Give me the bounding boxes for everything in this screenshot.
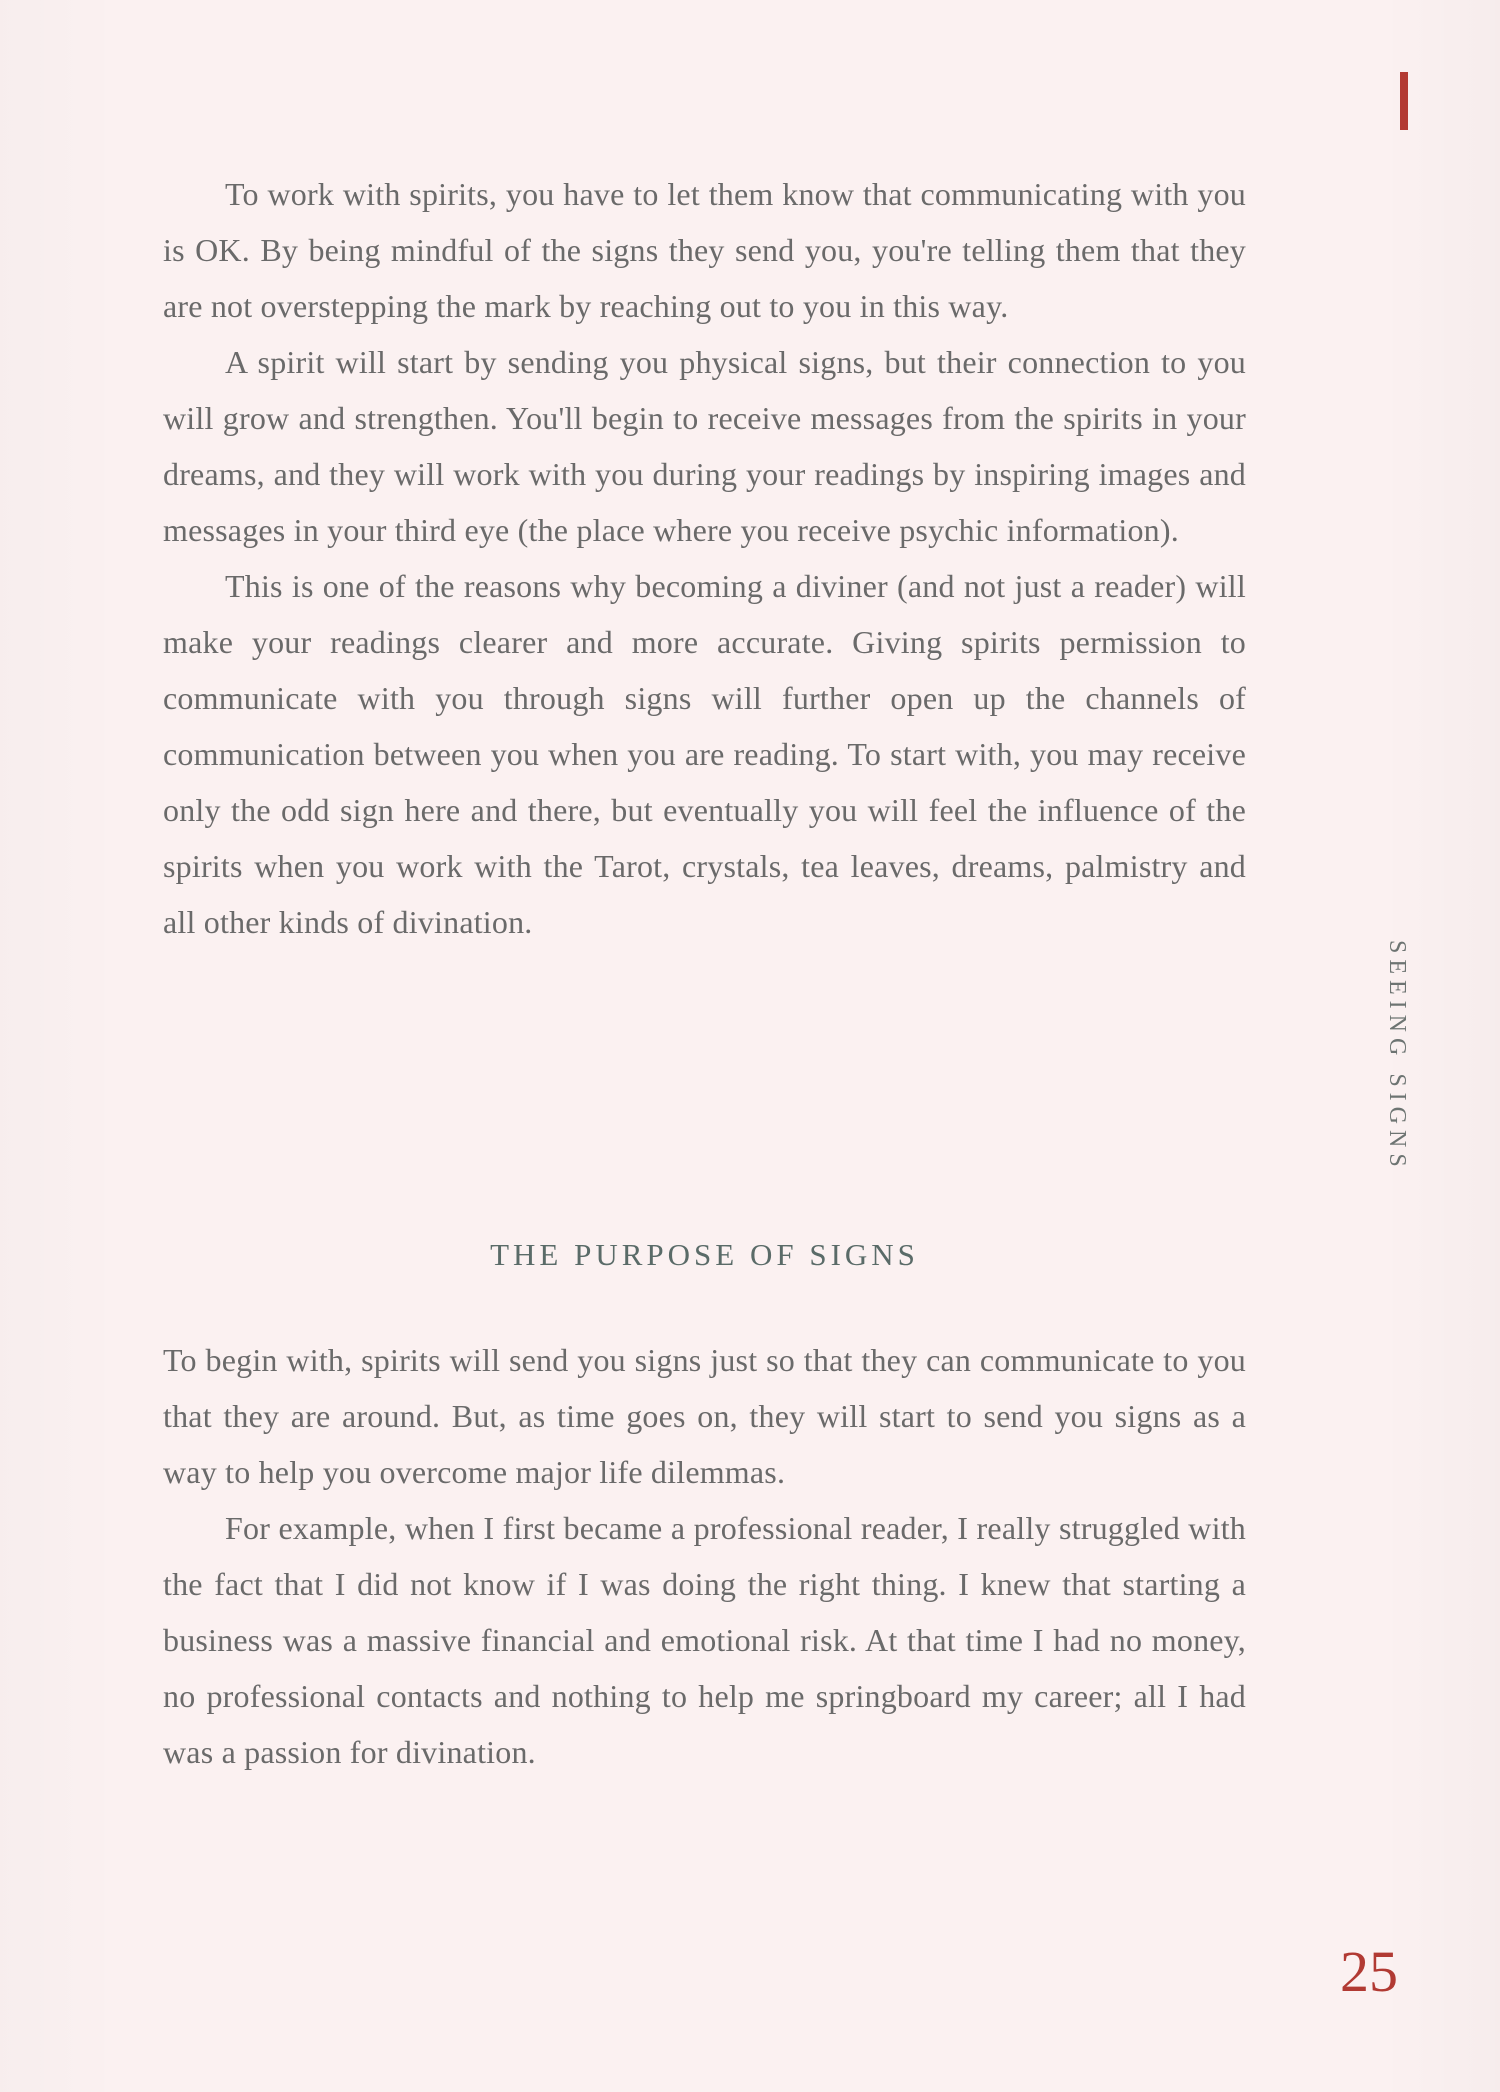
paragraph: This is one of the reasons why becoming a diviner (and not just a reader) will make your readings clearer and more accurate. Giving spirits permission to communicate with you through signs will further open up the channels of communication between you when you are reading. To start with, you may receive only the odd sign here and there, but eventually you will feel the influence of the spirits when you work with the Tarot, crystals, tea leaves, dreams, palmistry and all other kinds of divination. bbox=[163, 568, 1246, 940]
paragraph: To work with spirits, you have to let them know that communicating with you is OK. By being mindful of the signs they send you, you're telling them that they are not overstepping the mark by reaching out to you in this way. bbox=[163, 176, 1246, 324]
paragraph: A spirit will start by sending you physical signs, but their connection to you will grow and strengthen. You'll begin to receive messages from the spirits in your dreams, and they will work with you during your readings by inspiring images and messages in your third eye (the place where you receive psychic information). bbox=[163, 344, 1246, 548]
page-number: 25 bbox=[1340, 1939, 1398, 2004]
chapter-marker bbox=[1400, 72, 1408, 130]
section-heading: THE PURPOSE OF SIGNS bbox=[490, 1237, 919, 1272]
paragraph: To begin with, spirits will send you signs just so that they can communicate to you that they are around. But, as time goes on, they will start to send you signs as a way to help you overcome major life dilemmas. bbox=[163, 1342, 1246, 1490]
body-text-upper bbox=[163, 166, 1246, 950]
body-text-lower bbox=[163, 1332, 1246, 1780]
paragraph: For example, when I first became a professional reader, I really struggled with the fact that I did not know if I was doing the right thing. I knew that starting a business was a massive financial and emotional risk. At that time I had no money, no professional contacts and nothing to help me springboard my career; all I had was a passion for divination. bbox=[163, 1510, 1246, 1770]
running-head: SEEING SIGNS bbox=[1384, 940, 1410, 1173]
